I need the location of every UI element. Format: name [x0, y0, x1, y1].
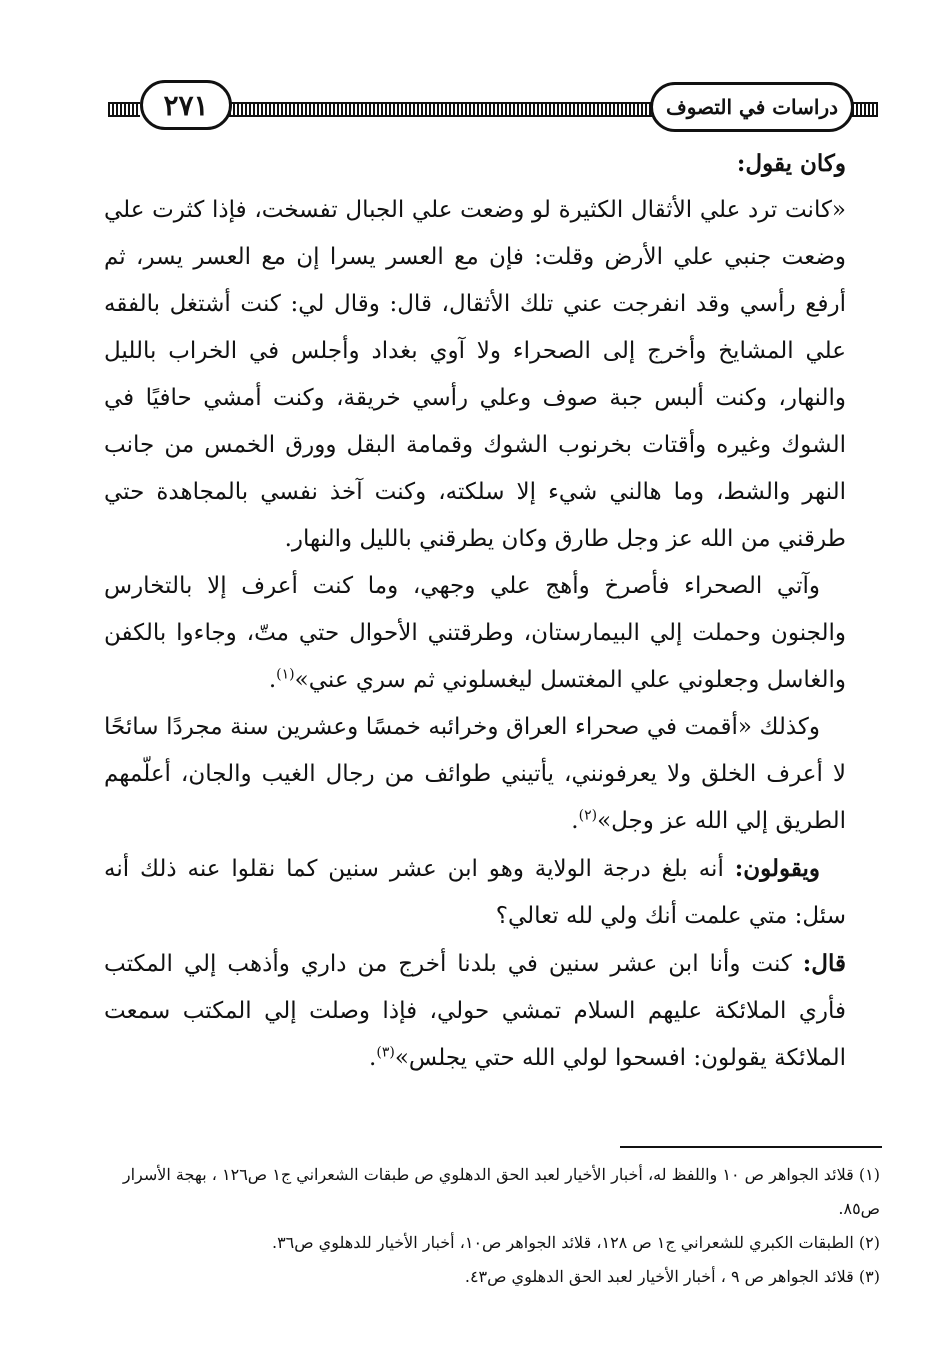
- footnote-3: (٣) قلائد الجواهر ص ٩ ، أخبار الأخيار لعبد الحق الدهلوي ص٤٣.: [464, 1267, 880, 1286]
- book-title: دراسات في التصوف: [650, 82, 854, 132]
- footnote-ref-3: (٣): [376, 1044, 395, 1061]
- lead-word: ويقولون:: [734, 855, 820, 882]
- header-ornament-middle: [225, 102, 655, 117]
- paragraph-quote-1: «كانت ترد علي الأثقال الكثيرة لو وضعت علي الجبال تفسخت، فإذا كثرت علي وضعت جنبي علي الأرض وقلت: فإن مع العسر يسرا إن مع العسر يسر، ثم أرفع رأسي وقد انفرجت عني تلك الأثقال، قال: وقال لي: كنت أشتغل بالفقه علي المشايخ وأخرج إلى الصحراء ولا آوي بغداد وأجلس في الخراب بالليل والنهار، وكنت ألبس جبة صوف وعلي رأسي خريقة، وكنت أمشي حافيًا في الشوك وغيره وأقتات بخرنوب الشوك وقمامة البقل وورق الخمس من جانب النهر والشط، وما هالني شيء إلا سلكته، وكنت آخذ نفسي بالمجاهدة حتي طرقني من الله عز وجل طارق وكان يطرقني بالليل والنهار.: [104, 197, 846, 552]
- paragraph-quote-3: [104, 704, 846, 845]
- paragraph-quote-2: [104, 563, 846, 704]
- paragraph-text: وآتي الصحراء فأصرخ وأهج علي وجهي، وما كنت أعرف إلا بالتخارس والجنون وحملت إلي البيمارستان، وطرقتني الأحوال حتي متّ، وجاءوا بالكفن والغاسل وجعلوني علي المغتسل ليغسلوني ثم سري عني»: [104, 573, 846, 693]
- page-number: ٢٧١: [140, 80, 232, 130]
- paragraph-text: كنت وأنا ابن عشر سنين في بلدنا أخرج من داري وأذهب إلي المكتب فأري الملائكة عليهم السلام تمشي حولي، فإذا وصلت إلي المكتب سمعت الملائكة يقولون: افسحوا لولي الله حتي يجلس»: [104, 951, 846, 1071]
- paragraph-text: وكذلك «أقمت في صحراء العراق وخرائبه خمسًا وعشرين سنة مجردًا سائحًا لا أعرف الخلق ولا يعرفونني، يأتيني طوائف من رجال الغيب والجان، أعلّمهم الطريق إلي الله عز وجل»: [104, 714, 846, 834]
- footnote-separator: [620, 1146, 882, 1148]
- main-text: [104, 140, 846, 1082]
- footnotes: [104, 1158, 880, 1294]
- header-ornament-left: [108, 102, 140, 117]
- lead-word: قال:: [802, 950, 846, 977]
- paragraph-intro: وكان يقول:: [736, 150, 846, 177]
- page-header: [0, 0, 940, 140]
- paragraph-text: أنه بلغ درجة الولاية وهو ابن عشر سنين كما نقلوا عنه ذلك أنه سئل: متي علمت أنك ولي لله تعالي؟: [104, 856, 846, 929]
- footnote-2: (٢) الطبقات الكبري للشعراني ج١ ص ١٢٨، قلائد الجواهر ص١٠، أخبار الأخيار للدهلوي ص٣٦.: [271, 1233, 880, 1252]
- paragraph-they-say: [104, 845, 846, 940]
- footnote-ref-1: (١): [276, 666, 295, 683]
- period: .: [268, 667, 277, 693]
- paragraph-he-said: [104, 940, 846, 1082]
- footnote-1: (١) قلائد الجواهر ص ١٠ واللفظ له، أخبار الأخيار لعبد الحق الدهلوي ص طبقات الشعراني ج١ ص١٢٦ ، بهجة الأسرار ص٨٥.: [122, 1165, 880, 1218]
- period: .: [571, 808, 579, 834]
- period: .: [369, 1045, 377, 1071]
- footnote-ref-2: (٢): [578, 807, 598, 824]
